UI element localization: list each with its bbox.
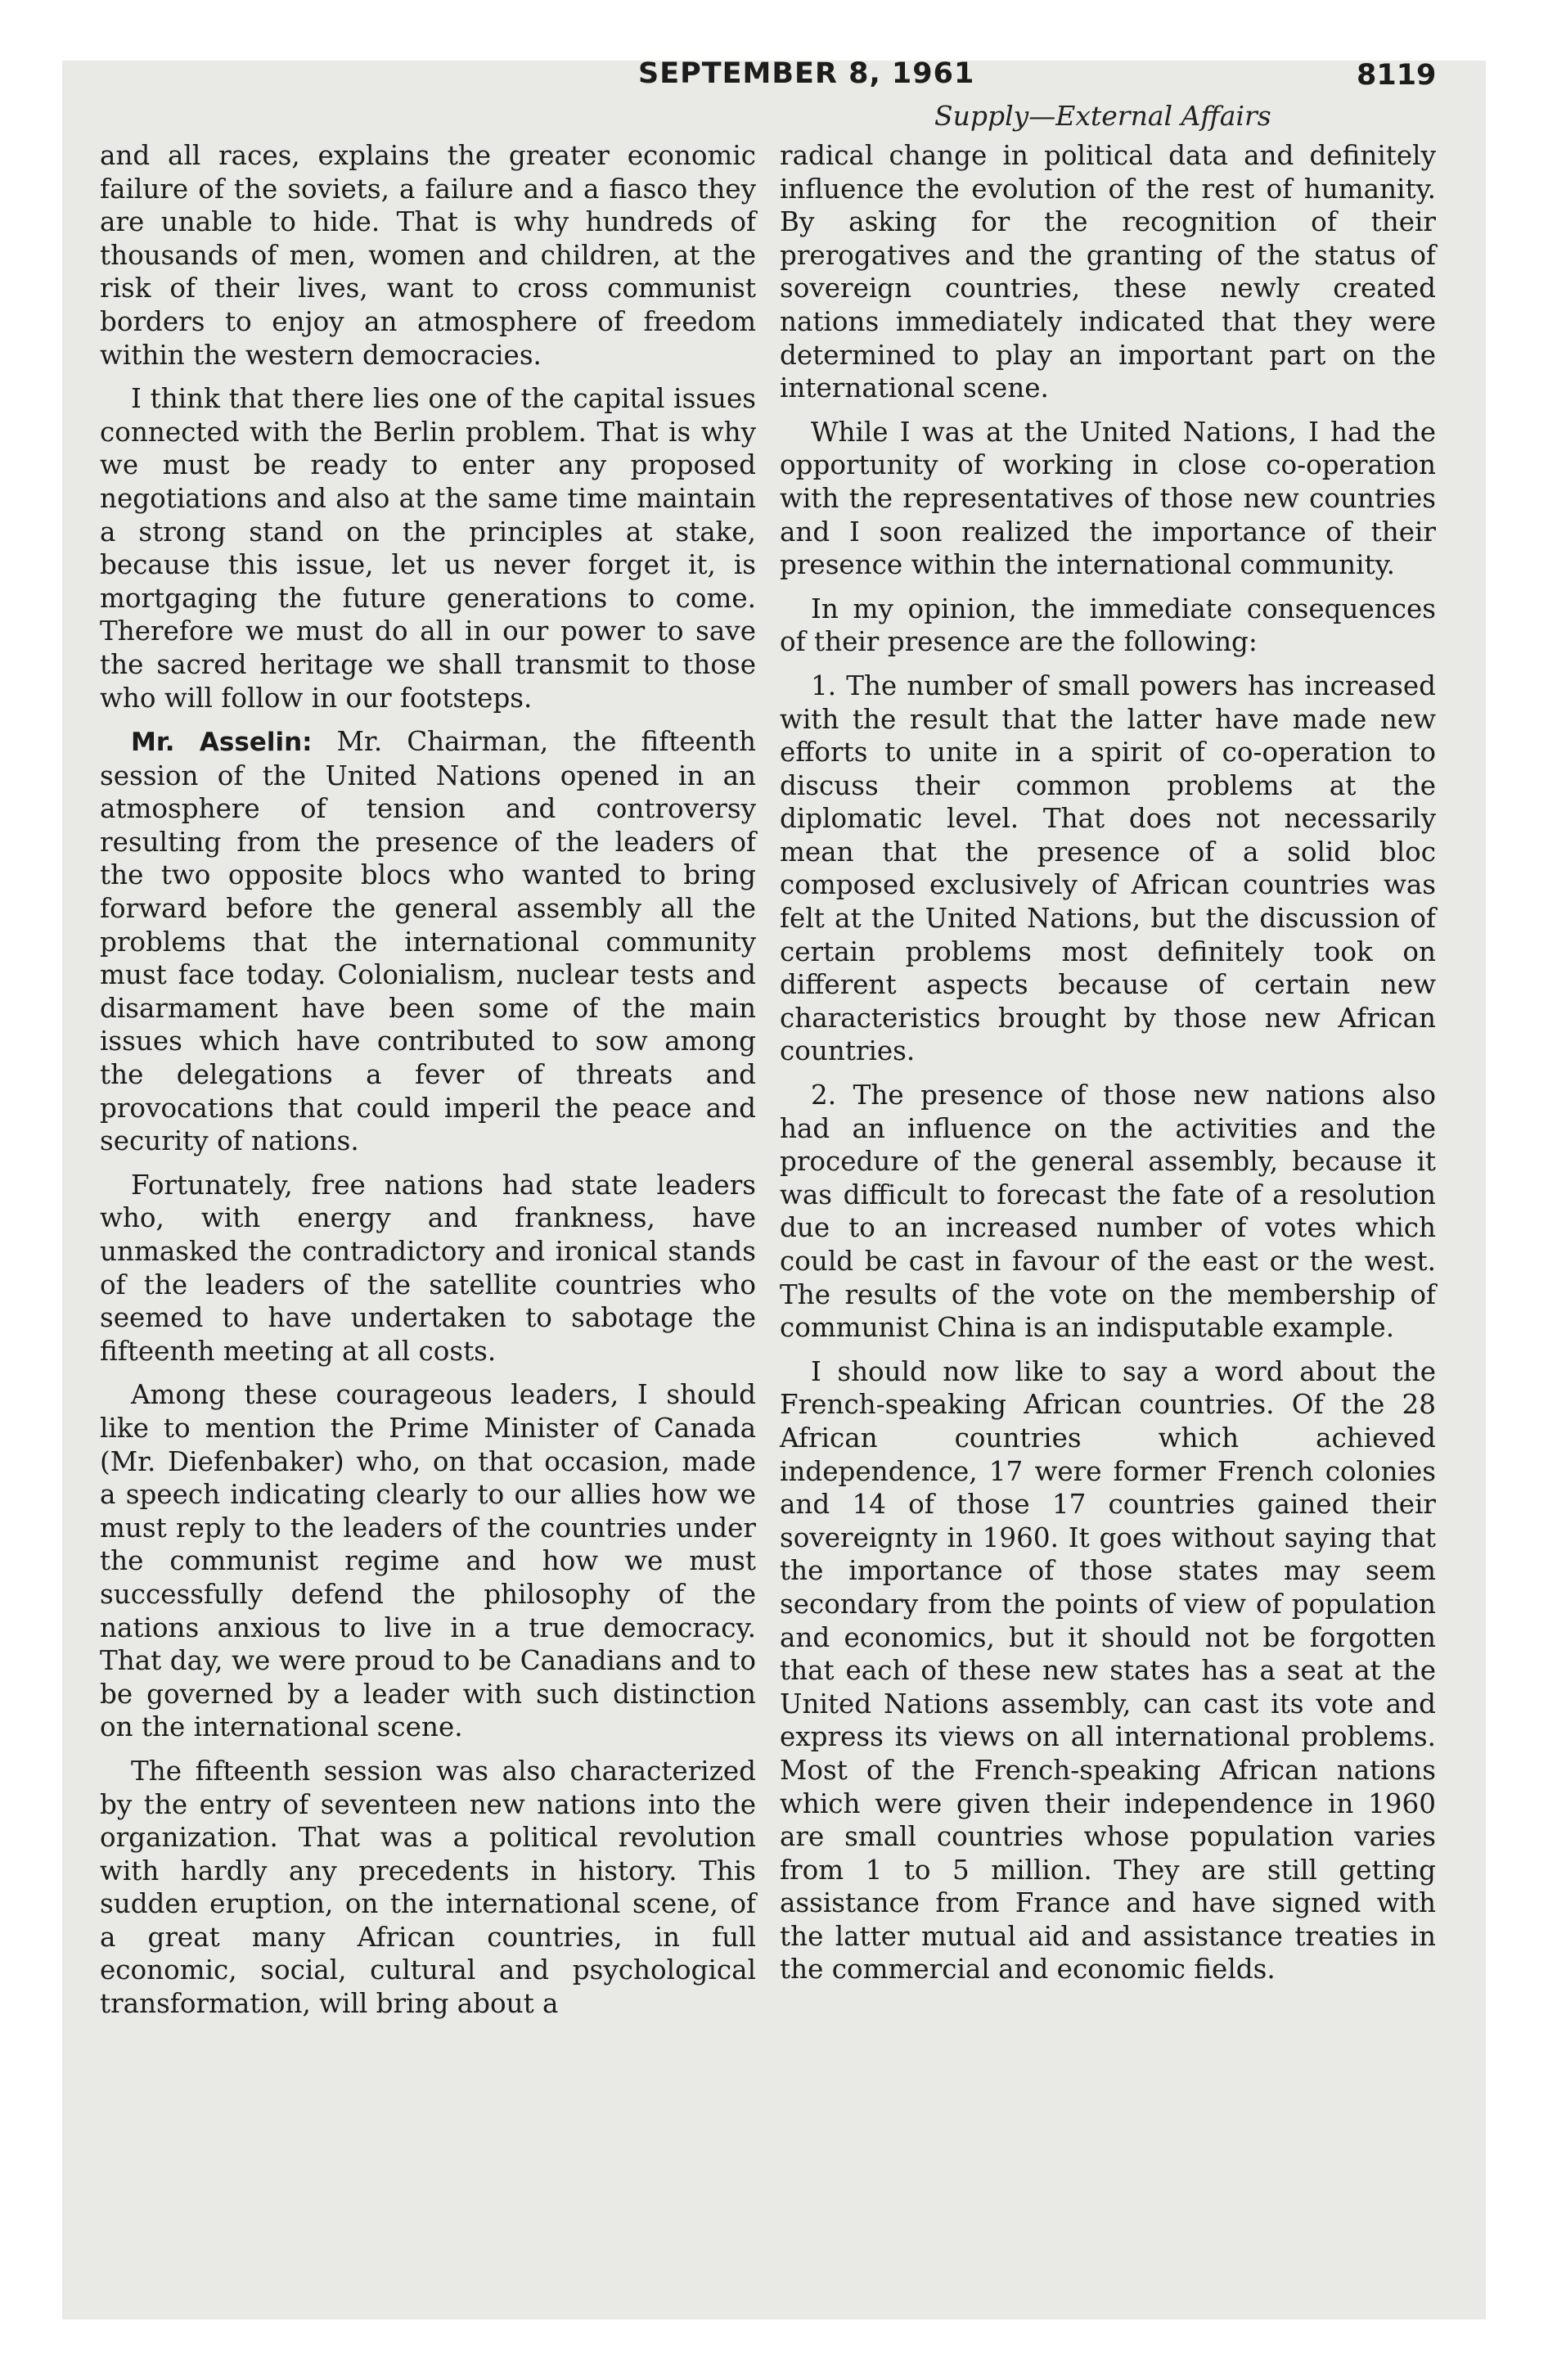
left-paragraph-6: The fifteenth session was also characterized by the entry of seventeen new nations into the organization. That was a political revolution with hardly any precedents in history. This sudden eruption, on the international scene, of a great many African countries, in full economic, social, cultural and psychological transformation, will bring about a — [100, 1755, 756, 2020]
left-column — [100, 139, 756, 2031]
running-head: Supply—External Affairs — [934, 100, 1271, 132]
left-paragraph-5: Among these courageous leaders, I should like to mention the Prime Minister of Canada (Mr. Diefenbaker) who, on that occasion, made a speech indicating clearly to our allies how we must reply to the leaders of the countries under the communist regime and how we must successfully defend the philosophy of the nations anxious to live in a true democracy. That day, we were proud to be Canadians and to be governed by a leader with such distinction on the international scene. — [100, 1379, 756, 1743]
right-paragraph-5: 2. The presence of those new nations also had an influence on the activities and the procedure of the general assembly, because it was difficult to forecast the fate of a resolution due to an increased number of votes which could be cast in favour of the east or the west. The results of the vote on the membership of communist China is an indisputable example. — [780, 1080, 1436, 1344]
right-column — [780, 139, 1436, 1997]
right-paragraph-3: In my opinion, the immediate consequences of their presence are the following: — [780, 593, 1436, 658]
left-paragraph-4: Fortunately, free nations had state leaders who, with energy and frankness, have unmasked the contradictory and ironical stands of the leaders of the satellite countries who seemed to have undertaken to sabotage the fifteenth meeting at all costs. — [100, 1169, 756, 1367]
speaker-name: Mr. Asselin: — [131, 728, 313, 758]
left-paragraph-3 — [100, 725, 756, 1158]
header-date: SEPTEMBER 8, 1961 — [638, 57, 975, 90]
right-paragraph-2: While I was at the United Nations, I had the opportunity of working in close co-operation with the representatives of those new countries and I soon realized the importance of their presence within the international community. — [780, 416, 1436, 581]
right-paragraph-6: I should now like to say a word about the French-speaking African countries. Of the 28 African countries which achieved independence, 17 were former French colonies and 14 of those 17 countries gained their sovereignty in 1960. It goes without saying that the importance of those states may seem secondary from the points of view of population and economics, but it should not be forgotten that each of these new states has a seat at the United Nations assembly, can cast its vote and express its views on all international problems. Most of the French-speaking African nations which were given their independence in 1960 are small countries whose population varies from 1 to 5 million. They are still getting assistance from France and have signed with the latter mutual aid and assistance treaties in the commercial and economic fields. — [780, 1355, 1436, 1986]
page-number: 8119 — [1357, 59, 1437, 92]
right-paragraph-4: 1. The number of small powers has increased with the result that the latter have made new efforts to unite in a spirit of co-operation to discuss their common problems at the diplomatic level. That does not necessarily mean that the presence of a solid bloc composed exclusively of African countries was felt at the United Nations, but the discussion of certain problems most definitely took on different aspects because of certain new characteristics brought by those new African countries. — [780, 669, 1436, 1067]
left-paragraph-3-text: Mr. Chairman, the fifteenth session of the United Nations opened in an atmosphere of tension and controversy resulting from the presence of the leaders of the two opposite blocs who wanted to bring forward before the general assembly all the problems that the international community must face today. Colonialism, nuclear tests and disarmament have been some of the main issues which have contributed to sow among the delegations a fever of threats and provocations that could imperil the peace and security of nations. — [100, 726, 756, 1157]
left-paragraph-1: and all races, explains the greater economic failure of the soviets, a failure and a fiasco they are unable to hide. That is why hundreds of thousands of men, women and children, at the risk of their lives, want to cross communist borders to enjoy an atmosphere of freedom within the western democracies. — [100, 140, 756, 371]
left-paragraph-2: I think that there lies one of the capital issues connected with the Berlin problem. That is why we must be ready to enter any proposed negotiations and also at the same time maintain a strong stand on the principles at stake, because this issue, let us never forget it, is mortgaging the future generations to come. Therefore we must do all in our power to save the sacred heritage we shall transmit to those who will follow in our footsteps. — [100, 383, 756, 714]
right-paragraph-1: radical change in political data and definitely influence the evolution of the rest of humanity. By asking for the recognition of their prerogatives and the granting of the status of sovereign countries, these newly created nations immediately indicated that they were determined to play an important part on the international scene. — [780, 140, 1436, 404]
